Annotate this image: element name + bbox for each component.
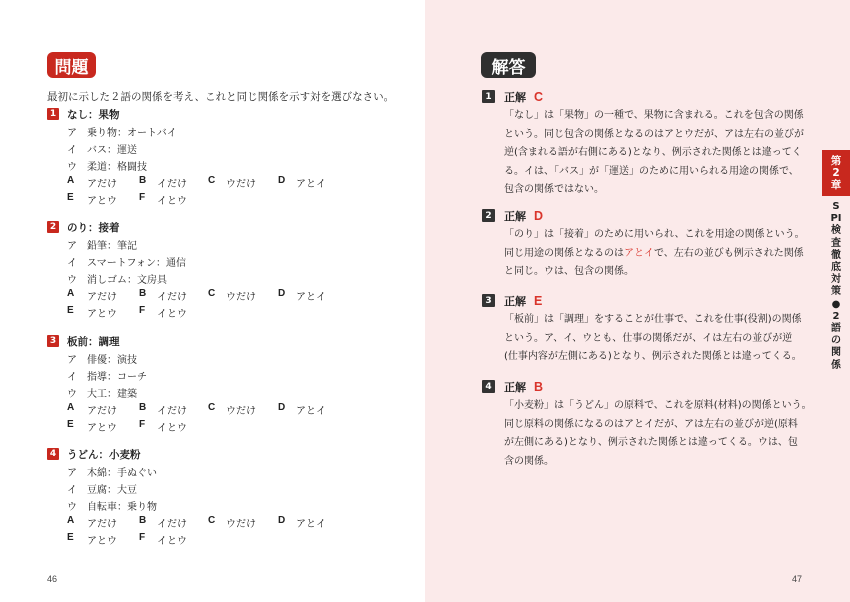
answer-option-letter: C <box>208 515 216 526</box>
question-choice-item: ウ 自転車：乗り物 <box>67 502 157 513</box>
question-number-badge: 4 <box>47 448 59 460</box>
question-choice-item: イ 豆腐：大豆 <box>67 485 137 496</box>
correct-label-text: 正解 <box>504 210 526 223</box>
correct-answer-label <box>504 89 543 105</box>
answer-option-text: イだけ <box>157 179 187 190</box>
explanation-text: という。同じ包含の関係となるのはアとウだが、アは左右の並びが <box>504 128 804 140</box>
explanation-text: 同じ原料の関係になるのはアとイだが、アは左右の並びが逆(原料 <box>504 418 798 430</box>
answer-option-text: アだけ <box>87 179 117 190</box>
explanation-line <box>504 143 802 158</box>
answer-option-text: アとイ <box>296 519 326 530</box>
explanation-line <box>504 262 634 277</box>
answer-option-letter: D <box>278 515 286 526</box>
answer-option-letter: B <box>139 515 147 526</box>
answer-option-letter: E <box>67 532 74 543</box>
correct-answer-label <box>504 208 543 224</box>
explanation-text: と同じ。ウは、包含の関係。 <box>504 266 634 277</box>
explanation-text: で、左右の並びも例示された関係 <box>654 247 804 259</box>
explanation-text: 含の関係。 <box>504 455 554 467</box>
answer-option-letter: E <box>67 192 74 203</box>
answer-option-text: アとイ <box>296 406 326 417</box>
explanation-text: (仕事内容が左側にある)となり、例示された関係とは違ってくる。 <box>504 351 802 362</box>
explanation-text: 「なし」は「果物」の一種で、果物に含まれる。これを包含の関係 <box>504 110 804 121</box>
answer-option-text: アだけ <box>87 406 117 417</box>
answer-option-text: アとイ <box>296 292 326 303</box>
explanation-text: 「のり」は「接着」のために用いられ、これを用途の関係という。 <box>504 229 805 240</box>
question-choice-item: イ 指導：コーチ <box>67 372 147 383</box>
question-choice-item: ア 木綿：手ぬぐい <box>67 468 157 479</box>
explanation-line <box>504 396 812 411</box>
answer-option-text: アだけ <box>87 519 117 530</box>
answer-option-letter: A <box>67 175 75 186</box>
answer-option-text: アだけ <box>87 292 117 303</box>
answer-option-letter: F <box>139 532 146 543</box>
correct-answer-label <box>504 379 543 395</box>
explanation-line <box>504 452 554 467</box>
answer-option-text: アとウ <box>87 196 117 207</box>
answer-option-letter: D <box>278 402 286 413</box>
page-number-left: 46 <box>47 574 58 584</box>
answer-option-letter: F <box>139 305 146 316</box>
correct-label-text: 正解 <box>504 91 526 104</box>
explanation-line <box>504 106 804 121</box>
answer-option-letter: C <box>208 288 216 299</box>
correct-answer-letter: D <box>534 209 544 223</box>
question-title: なし：果物 <box>67 109 120 121</box>
correct-label-text: 正解 <box>504 295 526 308</box>
explanation-text: という。ア、イ、ウとも、仕事の関係だが、イは左右の並びが逆 <box>504 332 793 344</box>
page-number-right: 47 <box>792 574 803 584</box>
highlighted-text: アとイ <box>624 247 654 259</box>
answer-option-text: イとウ <box>157 196 187 207</box>
explanation-line <box>504 125 804 140</box>
answer-option-text: イとウ <box>157 309 187 320</box>
explanation-text: 包含の関係ではない。 <box>504 184 604 195</box>
explanation-line <box>504 347 802 362</box>
explanation-text: る。イは、「バス」が「運送」のために用いられる用途の関係で、 <box>504 165 799 177</box>
answer-option-letter: D <box>278 175 286 186</box>
question-number-badge: 2 <box>47 221 59 233</box>
answer-option-letter: B <box>139 175 147 186</box>
answer-option-text: アとウ <box>87 423 117 434</box>
explanation-line <box>504 162 799 177</box>
question-title: うどん：小麦粉 <box>67 449 141 461</box>
explanation-line <box>504 329 792 344</box>
correct-answer-letter: C <box>534 90 544 104</box>
question-number-badge: 1 <box>47 108 59 120</box>
explanation-line <box>504 244 804 259</box>
question-choice-item: ア 乗り物：オートバイ <box>67 128 177 139</box>
answer-option-letter: F <box>139 419 146 430</box>
explanation-line <box>504 225 805 240</box>
answer-option-letter: A <box>67 402 75 413</box>
correct-label-text: 正解 <box>504 381 526 394</box>
answer-option-text: ウだけ <box>226 519 256 530</box>
explanation-line <box>504 310 802 325</box>
question-choice-item: ウ 消しゴム：文房具 <box>67 275 167 286</box>
answer-option-letter: B <box>139 288 147 299</box>
correct-answer-letter: E <box>534 294 543 308</box>
explanation-line <box>504 180 604 195</box>
explanation-line <box>504 415 798 430</box>
answer-option-letter: E <box>67 419 74 430</box>
question-choice-item: ア 俳優：演技 <box>67 355 137 366</box>
explanation-text: が左側にある)となり、例示された関係とは違ってくる。ウは、包 <box>504 437 798 448</box>
question-title: のり：接着 <box>67 222 120 234</box>
answer-option-text: イとウ <box>157 423 187 434</box>
answer-option-text: アとウ <box>87 309 117 320</box>
answer-option-text: イだけ <box>157 519 187 530</box>
answer-option-letter: D <box>278 288 286 299</box>
explanation-text: 逆(含まれる語が右側にある)となり、例示された関係とは違ってく <box>504 147 802 158</box>
chapter-tab-char: 2 <box>832 167 840 179</box>
answer-option-text: ウだけ <box>226 292 256 303</box>
chapter-tab <box>822 150 850 196</box>
answer-heading: 解答 <box>481 52 536 78</box>
question-choice-item: イ バス：運送 <box>67 145 137 156</box>
answer-option-text: ウだけ <box>226 179 256 190</box>
chapter-tab-char: 第 <box>830 155 842 167</box>
question-choice-item: ウ 大工：建築 <box>67 389 137 400</box>
explanation-text: 「小麦粉」は「うどん」の原料で、これを原料(材料)の関係という。 <box>504 400 812 411</box>
answer-option-letter: C <box>208 175 216 186</box>
answer-option-text: イだけ <box>157 406 187 417</box>
answer-option-letter: A <box>67 515 75 526</box>
answer-number-badge: 2 <box>482 209 495 222</box>
question-title: 板前：調理 <box>67 336 120 348</box>
answer-option-letter: E <box>67 305 74 316</box>
answer-option-text: イだけ <box>157 292 187 303</box>
answer-option-letter: C <box>208 402 216 413</box>
instruction-text: 最初に示した２語の関係を考え、これと同じ関係を示す対を選びなさい。 <box>47 91 395 103</box>
explanation-line <box>504 433 798 448</box>
answer-option-letter: A <box>67 288 75 299</box>
answer-number-badge: 3 <box>482 294 495 307</box>
answer-option-letter: B <box>139 402 147 413</box>
explanation-text: 「板前」は「調理」をすることが仕事で、これを仕事(役割)の関係 <box>504 314 802 325</box>
question-number-badge: 3 <box>47 335 59 347</box>
answer-option-text: アとイ <box>296 179 326 190</box>
question-choice-item: イ スマートフォン：通信 <box>67 258 186 269</box>
problem-heading: 問題 <box>47 52 96 78</box>
answer-option-text: ウだけ <box>226 406 256 417</box>
answer-number-badge: 4 <box>482 380 495 393</box>
chapter-side-title: SPI検査徹底対策●2語の関係 <box>830 201 842 371</box>
answer-option-text: アとウ <box>87 536 117 547</box>
explanation-text: 同じ用途の関係となるのは <box>504 247 624 259</box>
answer-option-text: イとウ <box>157 536 187 547</box>
answer-option-letter: F <box>139 192 146 203</box>
correct-answer-label <box>504 293 542 309</box>
answer-number-badge: 1 <box>482 90 495 103</box>
question-choice-item: ア 鉛筆：筆記 <box>67 241 137 252</box>
chapter-tab-char: 章 <box>830 179 842 191</box>
correct-answer-letter: B <box>534 380 544 394</box>
question-choice-item: ウ 柔道：格闘技 <box>67 162 147 173</box>
